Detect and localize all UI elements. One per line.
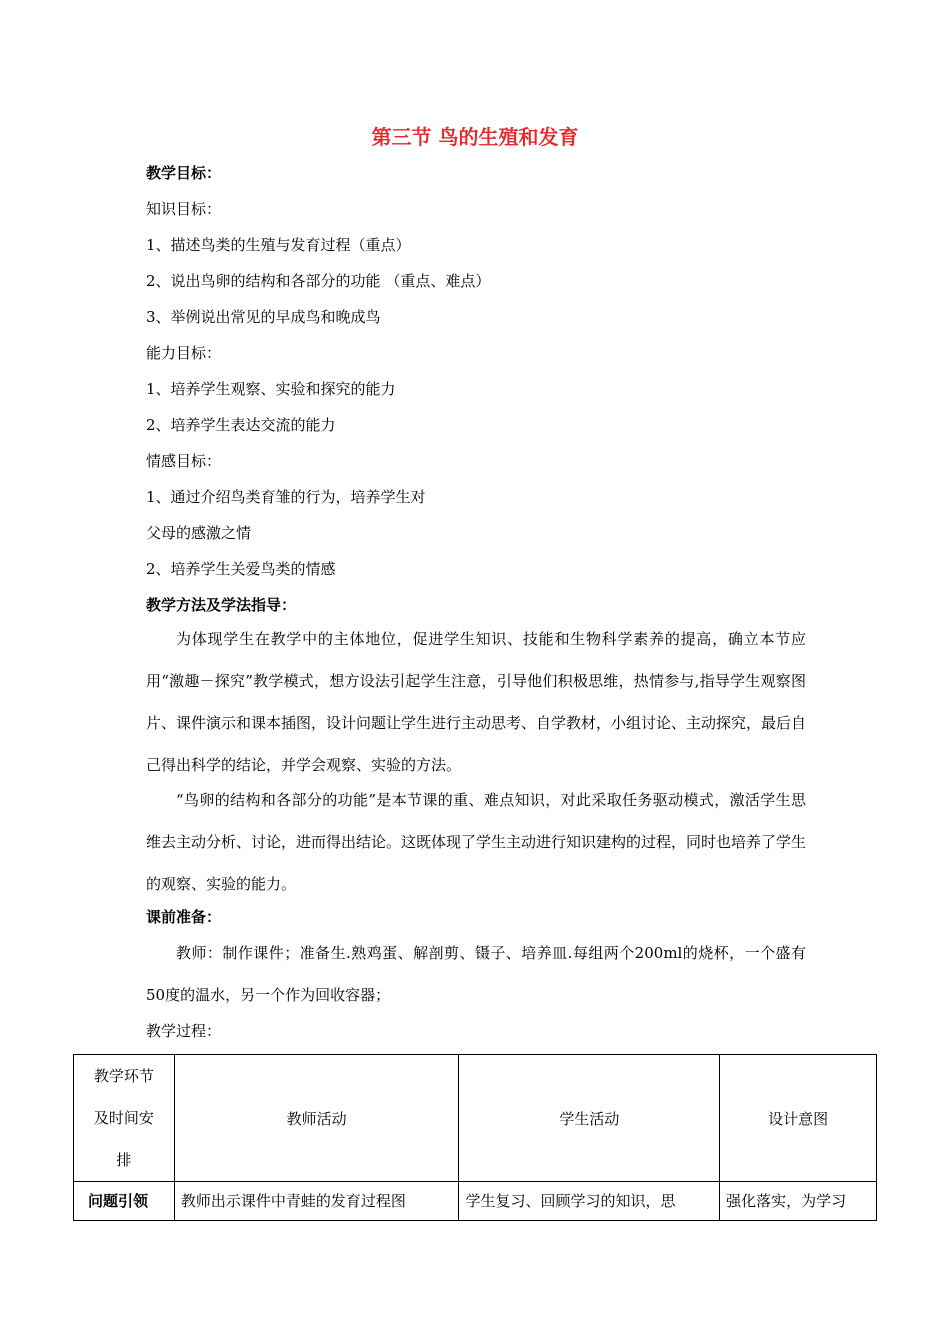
process-heading: 教学过程：: [146, 1022, 222, 1040]
knowledge-item: 2、说出鸟卵的结构和各部分的功能 （重点、难点）: [146, 272, 491, 290]
prep-heading: 课前准备：: [146, 908, 222, 926]
knowledge-item: 1、描述鸟类的生殖与发育过程（重点）: [146, 236, 411, 254]
table-cell: 问题引领: [74, 1182, 175, 1221]
method-paragraph: “鸟卵的结构和各部分的功能”是本节课的重、难点知识，对此采取任务驱动模式，激活学生思维去主动分析、讨论，进而得出结论。这既体现了学生主动进行知识建构的过程，同时也培养了学生的观察、实验的能力。: [146, 791, 807, 893]
ability-item: 2、培养学生表达交流的能力: [146, 416, 336, 434]
prep-paragraph: 教师：制作课件；准备生.熟鸡蛋、解剖剪、镊子、培养皿.每组两个200ml的烧杯，一个盛有50度的温水，另一个作为回收容器；: [146, 944, 806, 1004]
emotion-item: 父母的感激之情: [146, 524, 252, 542]
method-heading: 教学方法及学法指导：: [146, 596, 297, 614]
table-row: [74, 1182, 877, 1221]
ability-heading: 能力目标：: [146, 344, 222, 362]
table-header-cell: 学生活动: [459, 1055, 720, 1182]
table-cell: 强化落实，为学习: [720, 1182, 877, 1221]
emotion-item: 1、通过介绍鸟类育雏的行为，培养学生对: [146, 488, 426, 506]
emotion-item: 2、培养学生关爱鸟类的情感: [146, 560, 336, 578]
table-header-cell: 教学环节及时间安排: [74, 1055, 175, 1182]
table-header-row: [74, 1055, 877, 1182]
emotion-heading: 情感目标：: [146, 452, 222, 470]
method-paragraph: 为体现学生在教学中的主体地位，促进学生知识、技能和生物科学素养的提高，确立本节应用“激趣－探究”教学模式，想方设法引起学生注意，引导他们积极思维，热情参与,指导学生观察图片、课件演示和课本插图，设计问题让学生进行主动思考、自学教材，小组讨论、主动探究，最后自己得出科学的结论，并学会观察、实验的方法。: [146, 630, 807, 774]
table-cell: 教师出示课件中青蛙的发育过程图: [174, 1182, 459, 1221]
knowledge-heading: 知识目标：: [146, 200, 222, 218]
knowledge-item: 3、举例说出常见的早成鸟和晚成鸟: [146, 308, 381, 326]
page-title: 第三节 鸟的生殖和发育: [371, 125, 579, 149]
ability-item: 1、培养学生观察、实验和探究的能力: [146, 380, 396, 398]
table-cell: 学生复习、回顾学习的知识，思: [459, 1182, 720, 1221]
table-header-cell: 教师活动: [174, 1055, 459, 1182]
goals-heading: 教学目标：: [146, 164, 222, 182]
teaching-process-table: [73, 1054, 877, 1221]
table-header-cell: 设计意图: [720, 1055, 877, 1182]
